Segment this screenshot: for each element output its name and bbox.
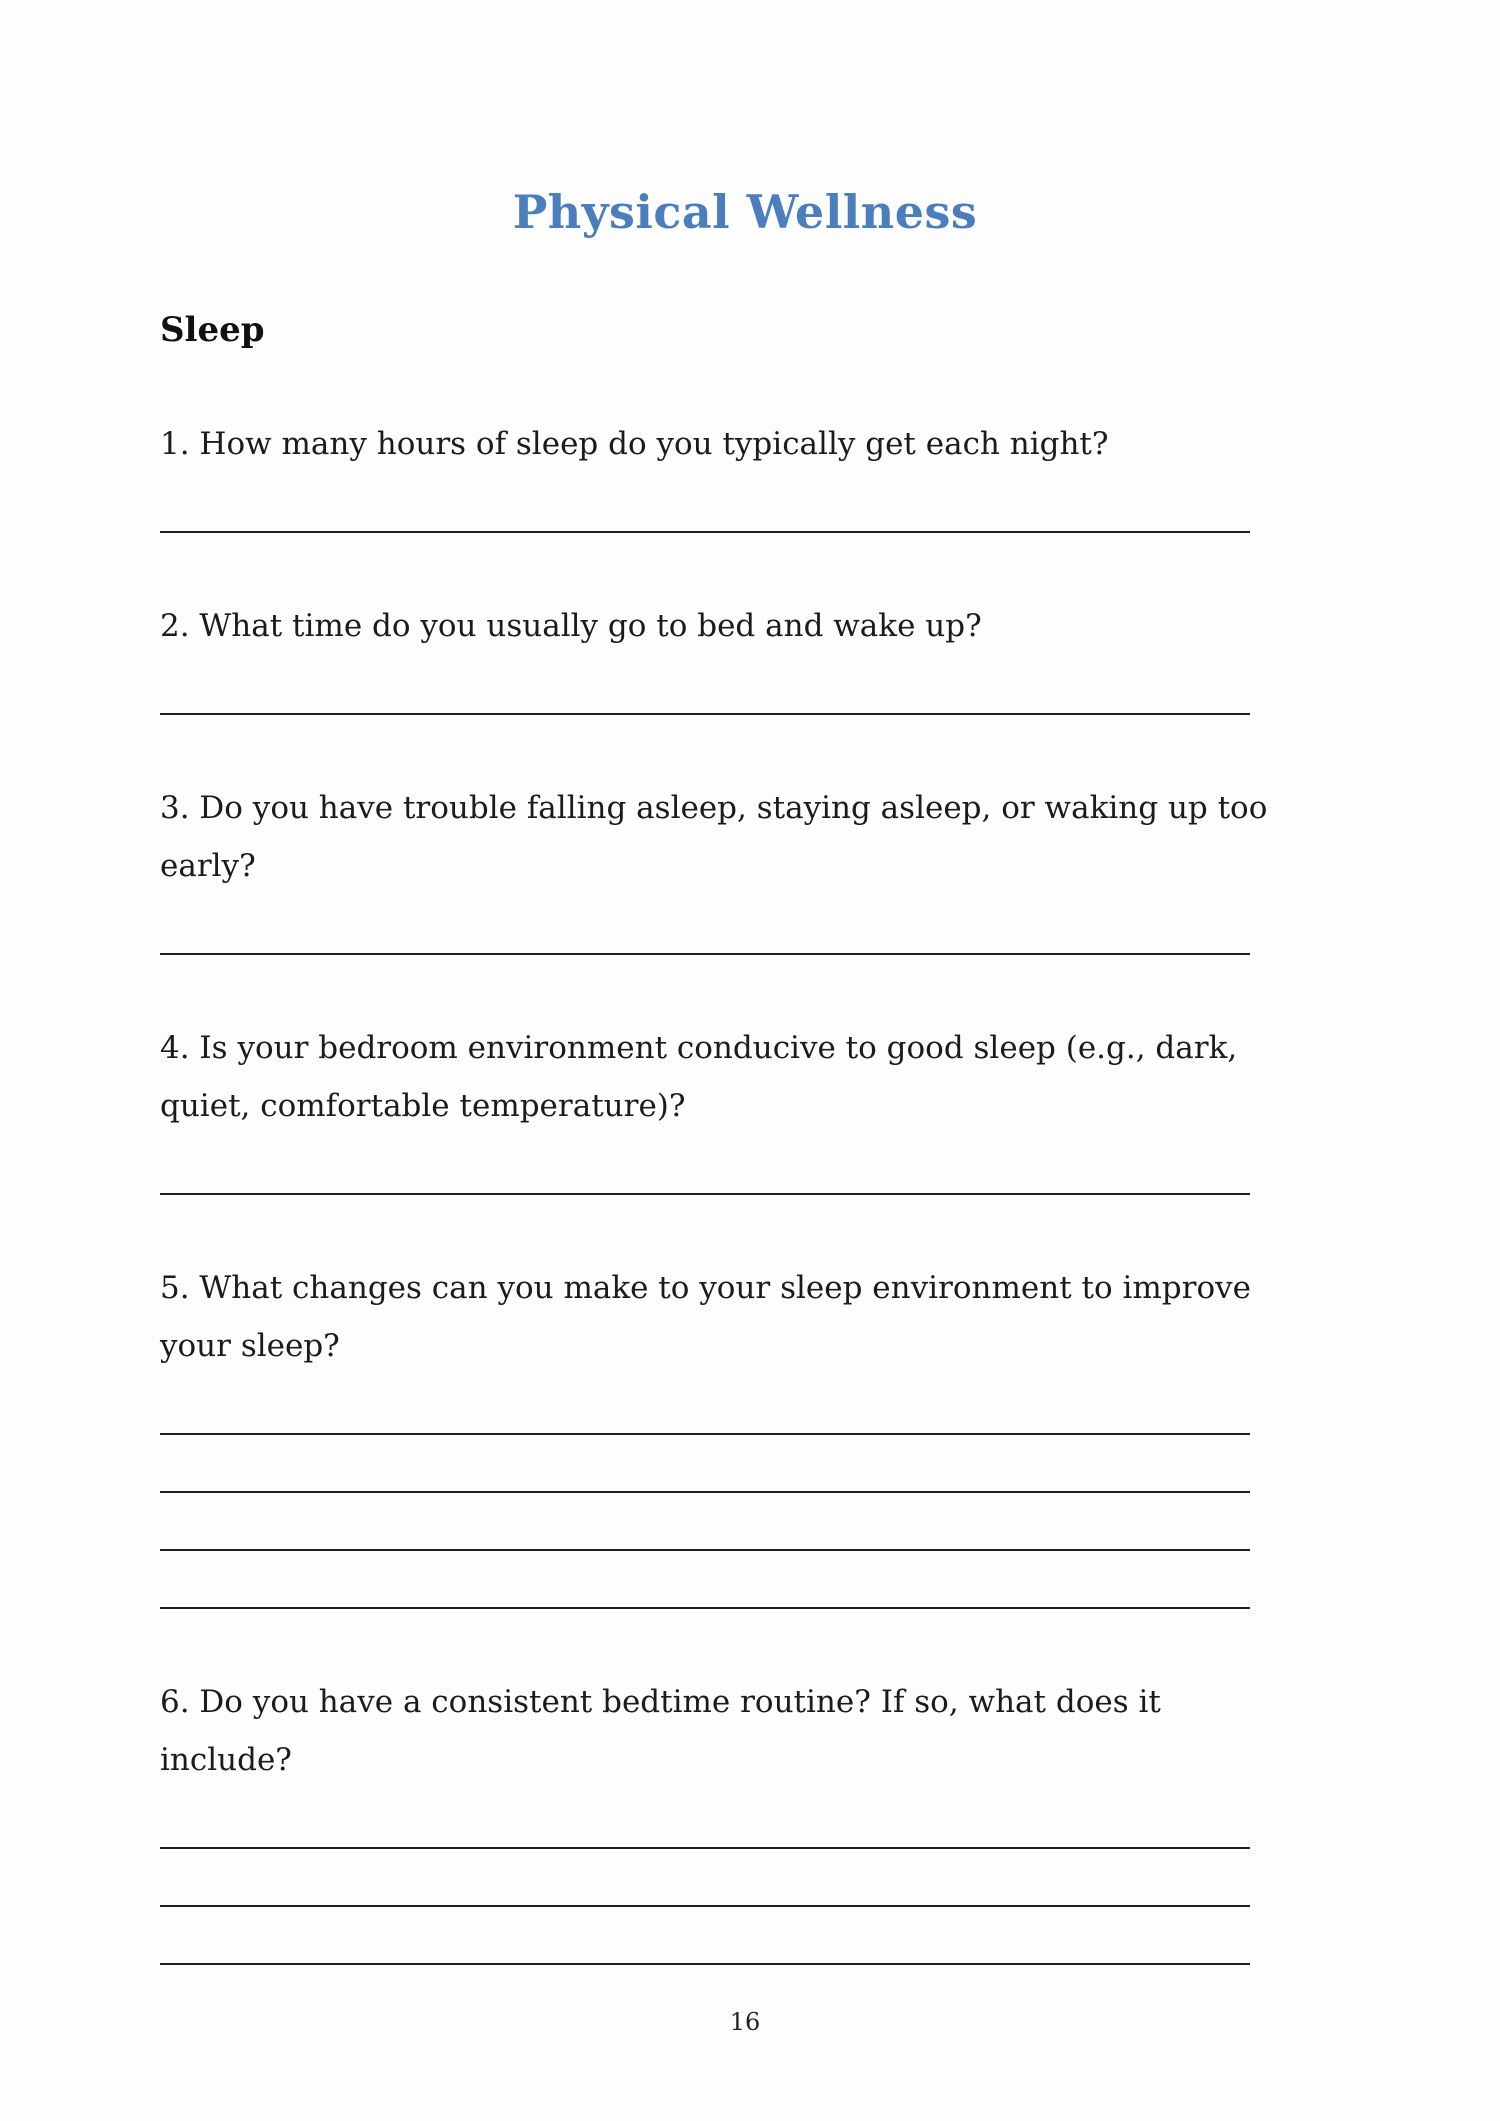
answer-lines-3: [160, 953, 1250, 955]
question-block-4: [160, 1019, 1330, 1195]
question-block-1: [160, 415, 1330, 533]
question-block-6: [160, 1673, 1330, 1965]
question-block-2: [160, 597, 1330, 715]
answer-line: [160, 1847, 1250, 1849]
question-text-1: 1. How many hours of sleep do you typically get each night?: [160, 425, 1109, 462]
answer-lines-5: [160, 1433, 1250, 1609]
question-text-2: 2. What time do you usually go to bed and wake up?: [160, 607, 982, 644]
question-text-3: 3. Do you have trouble falling asleep, staying asleep, or waking up too early?: [160, 789, 1268, 884]
answer-line: [160, 531, 1250, 533]
section-heading: Sleep: [160, 310, 265, 351]
answer-line: [160, 1963, 1250, 1965]
answer-line: [160, 713, 1250, 715]
question-text-4: 4. Is your bedroom environment conducive to good sleep (e.g., dark, quiet, comfortable temperature)?: [160, 1029, 1238, 1124]
answer-line: [160, 1193, 1250, 1195]
page-content: [160, 185, 1330, 1965]
answer-line: [160, 1607, 1250, 1609]
question-text-6: 6. Do you have a consistent bedtime routine? If so, what does it include?: [160, 1683, 1161, 1778]
page-title: Physical Wellness: [512, 185, 978, 239]
question-block-5: [160, 1259, 1330, 1609]
question-block-3: [160, 779, 1330, 955]
answer-lines-6: [160, 1847, 1250, 1965]
page-number: 16: [729, 2008, 761, 2036]
answer-line: [160, 1549, 1250, 1551]
question-text-5: 5. What changes can you make to your sleep environment to improve your sleep?: [160, 1269, 1251, 1364]
answer-line: [160, 1433, 1250, 1435]
answer-lines-4: [160, 1193, 1250, 1195]
answer-lines-2: [160, 713, 1250, 715]
answer-line: [160, 1491, 1250, 1493]
answer-line: [160, 953, 1250, 955]
answer-lines-1: [160, 531, 1250, 533]
answer-line: [160, 1905, 1250, 1907]
